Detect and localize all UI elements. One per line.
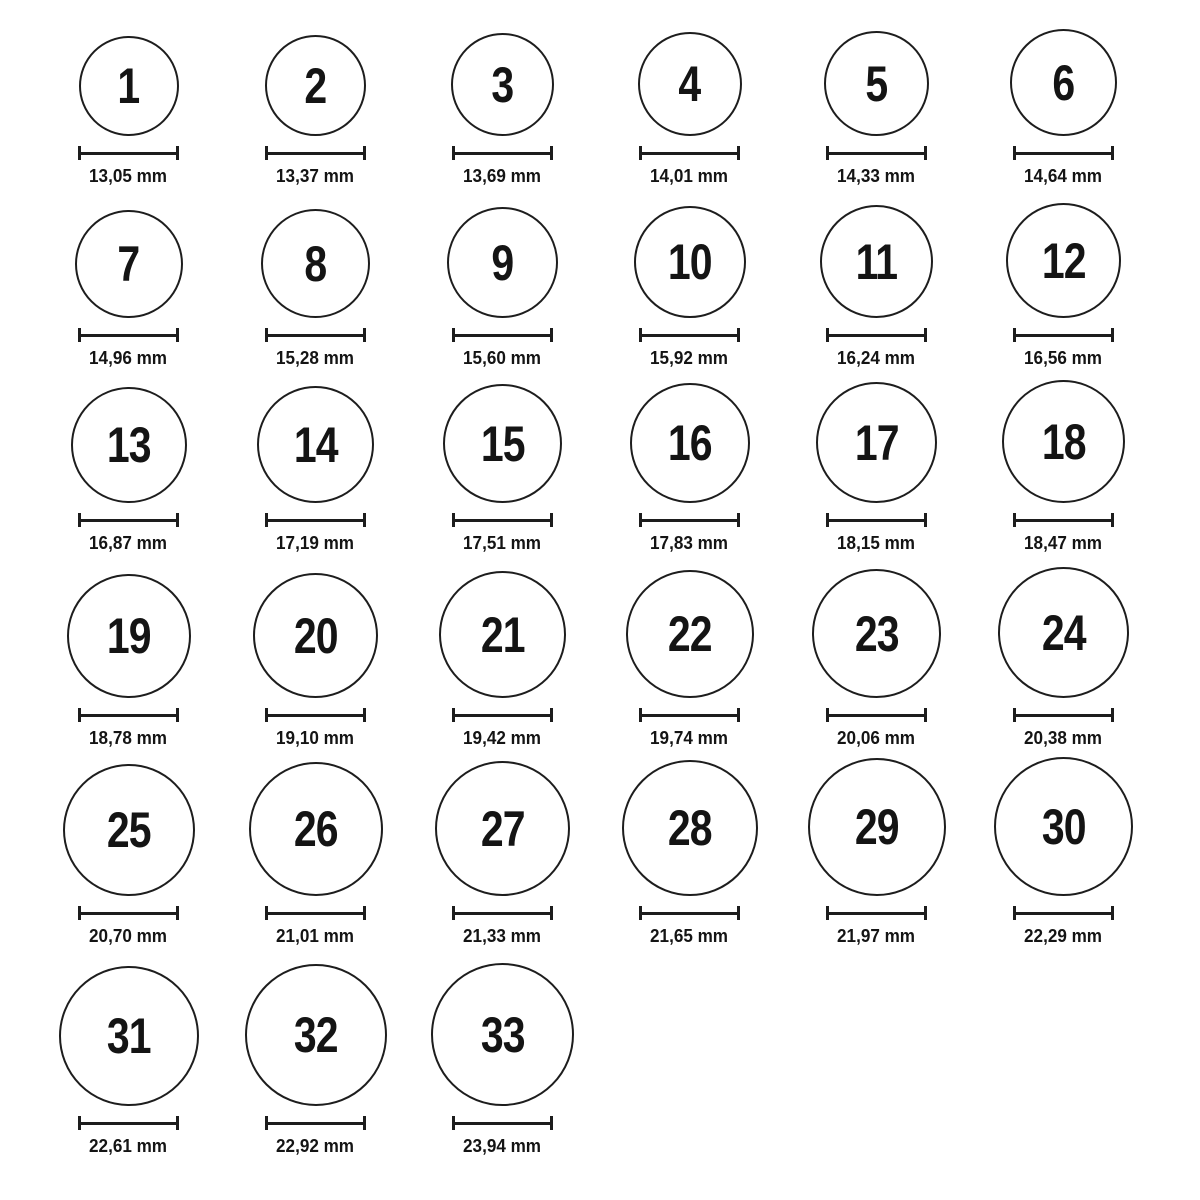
ring-circle	[626, 570, 754, 698]
ring-size-number: 10	[667, 234, 712, 290]
measure-bar	[1016, 152, 1111, 155]
diameter-label: 20,70 mm	[89, 926, 168, 946]
ring-circle	[816, 382, 937, 503]
measure-bar	[1016, 912, 1111, 915]
diameter-measure-line	[265, 328, 366, 342]
ring-size-number: 8	[304, 235, 327, 292]
diameter-measure-line	[265, 906, 366, 920]
diameter-measure-line	[639, 513, 740, 527]
measure-bar	[455, 334, 550, 337]
diameter-measure-line	[826, 328, 927, 342]
diameter-measure-line	[1013, 146, 1114, 160]
ring-size-item	[409, 185, 596, 367]
measure-bar	[829, 152, 924, 155]
measure-bar	[1016, 714, 1111, 717]
ring-size-item	[222, 185, 409, 367]
ring-size-number: 11	[855, 233, 898, 290]
ring-size-row	[35, 2, 1200, 185]
ring-circle	[431, 963, 574, 1106]
ring-circle	[79, 36, 179, 136]
measure-bar	[642, 519, 737, 522]
ring-size-number: 24	[1041, 604, 1086, 661]
diameter-measure-line	[1013, 328, 1114, 342]
ring-size-number: 26	[293, 801, 338, 857]
ring-size-item	[222, 2, 409, 185]
ring-circle	[1002, 380, 1125, 503]
diameter-label: 14,33 mm	[837, 166, 916, 186]
ring-circle	[67, 574, 191, 698]
ring-size-number: 33	[480, 1006, 525, 1063]
ring-size-row	[35, 552, 1200, 747]
measure-bar	[455, 1122, 550, 1125]
ring-size-number: 9	[491, 234, 514, 291]
measure-bar	[455, 519, 550, 522]
ring-circle	[257, 386, 374, 503]
ring-size-number: 20	[293, 607, 338, 664]
ring-size-item	[222, 747, 409, 945]
ring-size-item	[222, 552, 409, 747]
ring-size-number: 6	[1052, 54, 1075, 111]
diameter-measure-line	[265, 146, 366, 160]
diameter-label: 13,69 mm	[463, 166, 542, 186]
ring-circle	[245, 964, 387, 1106]
ring-circle	[1006, 203, 1121, 318]
ring-size-number: 2	[304, 57, 327, 114]
ring-size-item	[970, 2, 1157, 185]
ring-size-item	[596, 2, 783, 185]
ring-size-number: 15	[480, 415, 525, 472]
diameter-label: 16,87 mm	[89, 533, 168, 553]
ring-circle	[451, 33, 554, 136]
ring-size-item	[596, 552, 783, 747]
ring-circle	[634, 206, 746, 318]
diameter-measure-line	[78, 906, 179, 920]
ring-size-number: 25	[106, 802, 151, 858]
ring-size-number: 16	[667, 415, 712, 471]
diameter-measure-line	[1013, 906, 1114, 920]
measure-bar	[81, 152, 176, 155]
diameter-label: 22,29 mm	[1024, 926, 1103, 946]
diameter-label: 17,83 mm	[650, 533, 729, 553]
ring-circle	[253, 573, 378, 698]
ring-circle	[435, 761, 570, 896]
ring-size-item	[970, 552, 1157, 747]
ring-size-number: 30	[1041, 798, 1086, 855]
measure-bar	[642, 334, 737, 337]
measure-bar	[642, 152, 737, 155]
ring-size-item	[970, 185, 1157, 367]
diameter-label: 22,92 mm	[276, 1136, 355, 1156]
diameter-label: 18,78 mm	[89, 728, 168, 748]
ring-size-number: 27	[480, 800, 525, 857]
diameter-measure-line	[78, 708, 179, 722]
ring-size-item	[222, 367, 409, 552]
diameter-label: 20,38 mm	[1024, 728, 1103, 748]
diameter-label: 19,42 mm	[463, 728, 542, 748]
ring-size-item	[970, 747, 1157, 945]
measure-bar	[1016, 519, 1111, 522]
ring-size-item	[35, 747, 222, 945]
diameter-measure-line	[639, 146, 740, 160]
ring-size-number: 29	[854, 799, 899, 855]
ring-size-number: 12	[1041, 232, 1086, 289]
diameter-measure-line	[78, 513, 179, 527]
measure-bar	[642, 714, 737, 717]
diameter-label: 21,65 mm	[650, 926, 729, 946]
measure-bar	[642, 912, 737, 915]
measure-bar	[829, 334, 924, 337]
diameter-label: 15,28 mm	[276, 348, 355, 368]
diameter-label: 20,06 mm	[837, 728, 916, 748]
measure-bar	[268, 334, 363, 337]
measure-bar	[1016, 334, 1111, 337]
ring-circle	[443, 384, 562, 503]
measure-bar	[268, 714, 363, 717]
diameter-label: 17,51 mm	[463, 533, 542, 553]
ring-circle	[75, 210, 183, 318]
ring-circle	[630, 383, 750, 503]
diameter-label: 15,92 mm	[650, 348, 729, 368]
ring-size-item	[783, 367, 970, 552]
ring-size-number: 3	[491, 56, 514, 113]
ring-circle	[63, 764, 195, 896]
ring-circle	[622, 760, 758, 896]
diameter-measure-line	[1013, 708, 1114, 722]
ring-size-item	[222, 945, 409, 1155]
ring-size-item	[409, 2, 596, 185]
ring-circle	[265, 35, 366, 136]
ring-circle	[820, 205, 933, 318]
measure-bar	[81, 519, 176, 522]
ring-size-item	[783, 552, 970, 747]
ring-size-item	[409, 367, 596, 552]
ring-size-item	[596, 747, 783, 945]
diameter-label: 19,10 mm	[276, 728, 355, 748]
ring-size-row	[35, 747, 1200, 945]
diameter-measure-line	[265, 708, 366, 722]
diameter-label: 17,19 mm	[276, 533, 355, 553]
diameter-measure-line	[265, 513, 366, 527]
diameter-measure-line	[826, 906, 927, 920]
ring-size-item	[409, 945, 596, 1155]
diameter-label: 13,37 mm	[276, 166, 355, 186]
measure-bar	[81, 912, 176, 915]
diameter-measure-line	[452, 1116, 553, 1130]
ring-size-number: 22	[667, 606, 712, 662]
ring-size-number: 31	[106, 1008, 151, 1064]
ring-size-item	[35, 552, 222, 747]
diameter-measure-line	[78, 146, 179, 160]
ring-size-number: 1	[117, 58, 140, 114]
diameter-measure-line	[452, 708, 553, 722]
diameter-label: 21,97 mm	[837, 926, 916, 946]
ring-size-item	[35, 367, 222, 552]
ring-size-number: 13	[106, 417, 151, 473]
ring-size-row	[35, 945, 1200, 1155]
ring-size-item	[409, 747, 596, 945]
measure-bar	[268, 152, 363, 155]
measure-bar	[829, 519, 924, 522]
measure-bar	[268, 1122, 363, 1125]
ring-size-item	[409, 552, 596, 747]
diameter-label: 22,61 mm	[89, 1136, 168, 1156]
ring-circle	[638, 32, 742, 136]
diameter-label: 19,74 mm	[650, 728, 729, 748]
ring-circle	[808, 758, 946, 896]
ring-size-number: 21	[480, 606, 525, 663]
ring-size-number: 7	[117, 236, 140, 292]
diameter-label: 16,24 mm	[837, 348, 916, 368]
diameter-measure-line	[639, 906, 740, 920]
diameter-measure-line	[452, 146, 553, 160]
measure-bar	[268, 912, 363, 915]
ring-size-item	[783, 185, 970, 367]
ring-circle	[824, 31, 929, 136]
diameter-label: 14,64 mm	[1024, 166, 1103, 186]
ring-size-item	[596, 367, 783, 552]
diameter-measure-line	[826, 146, 927, 160]
ring-size-item	[35, 2, 222, 185]
diameter-measure-line	[826, 708, 927, 722]
ring-size-number: 4	[678, 56, 701, 112]
measure-bar	[829, 912, 924, 915]
diameter-measure-line	[639, 328, 740, 342]
ring-circle	[71, 387, 187, 503]
ring-size-row	[35, 185, 1200, 367]
ring-circle	[1010, 29, 1117, 136]
diameter-measure-line	[265, 1116, 366, 1130]
ring-size-item	[970, 367, 1157, 552]
diameter-label: 13,05 mm	[89, 166, 168, 186]
diameter-label: 23,94 mm	[463, 1136, 542, 1156]
diameter-label: 14,96 mm	[89, 348, 168, 368]
ring-size-number: 18	[1041, 413, 1086, 470]
ring-size-number: 14	[293, 416, 338, 473]
measure-bar	[455, 152, 550, 155]
measure-bar	[268, 519, 363, 522]
measure-bar	[455, 912, 550, 915]
ring-circle	[998, 567, 1129, 698]
ring-size-number: 23	[854, 605, 899, 662]
diameter-label: 15,60 mm	[463, 348, 542, 368]
ring-circle	[439, 571, 566, 698]
diameter-measure-line	[826, 513, 927, 527]
measure-bar	[81, 714, 176, 717]
diameter-measure-line	[452, 328, 553, 342]
ring-circle	[994, 757, 1133, 896]
diameter-label: 18,47 mm	[1024, 533, 1103, 553]
ring-size-item	[35, 185, 222, 367]
diameter-label: 21,01 mm	[276, 926, 355, 946]
measure-bar	[829, 714, 924, 717]
ring-circle	[59, 966, 199, 1106]
measure-bar	[81, 334, 176, 337]
ring-circle	[447, 207, 558, 318]
diameter-measure-line	[452, 513, 553, 527]
ring-circle	[812, 569, 941, 698]
diameter-measure-line	[78, 328, 179, 342]
ring-size-item	[35, 945, 222, 1155]
ring-size-item	[596, 185, 783, 367]
ring-size-number: 28	[667, 800, 712, 856]
ring-size-number: 17	[854, 414, 899, 471]
ring-size-number: 19	[106, 608, 151, 664]
diameter-measure-line	[639, 708, 740, 722]
ring-size-number: 5	[865, 55, 888, 112]
diameter-label: 21,33 mm	[463, 926, 542, 946]
diameter-measure-line	[78, 1116, 179, 1130]
diameter-measure-line	[1013, 513, 1114, 527]
ring-circle	[261, 209, 370, 318]
measure-bar	[81, 1122, 176, 1125]
ring-circle	[249, 762, 383, 896]
ring-size-item	[783, 2, 970, 185]
diameter-label: 14,01 mm	[650, 166, 729, 186]
ring-size-number: 32	[293, 1007, 338, 1063]
diameter-label: 16,56 mm	[1024, 348, 1103, 368]
ring-size-item	[783, 747, 970, 945]
ring-size-row	[35, 367, 1200, 552]
measure-bar	[455, 714, 550, 717]
diameter-measure-line	[452, 906, 553, 920]
diameter-label: 18,15 mm	[837, 533, 916, 553]
